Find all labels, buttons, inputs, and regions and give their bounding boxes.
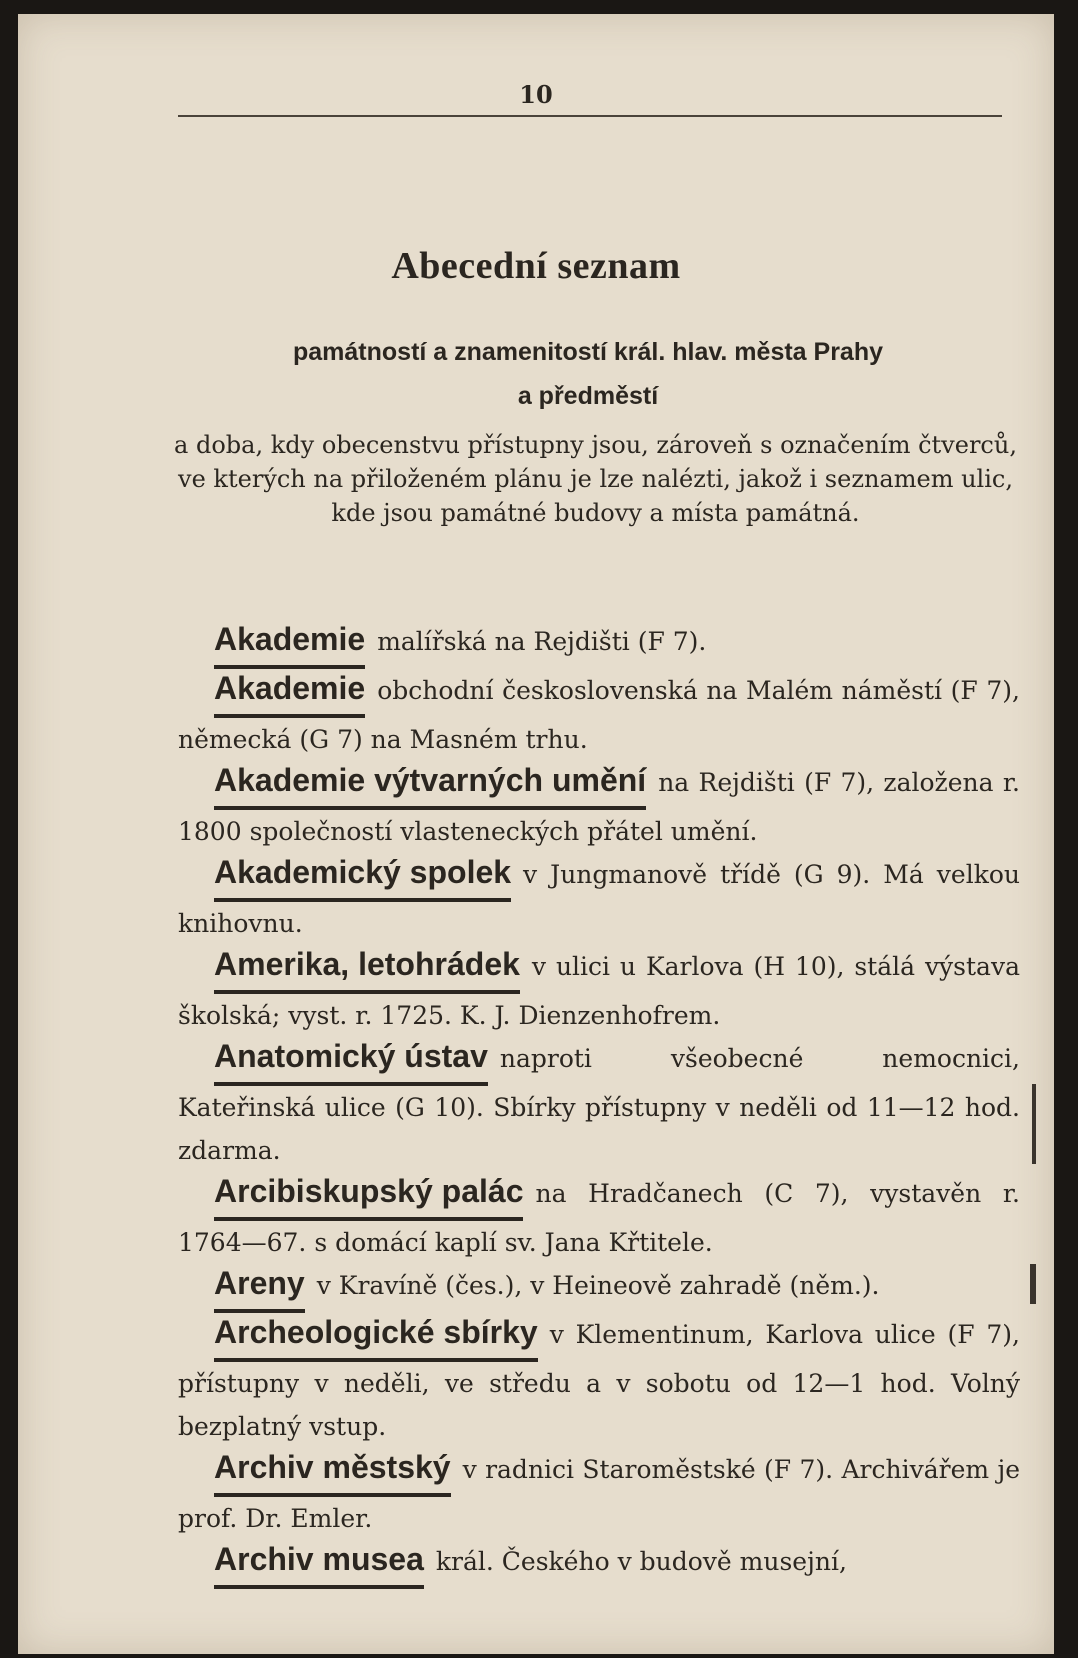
entry-description: v Jungmanově třídě (G 9). Má velkou knihovnu.	[178, 860, 1020, 938]
list-item	[178, 761, 1020, 853]
entry-term: Archeologické sbírky	[214, 1316, 538, 1362]
entry-description: naproti všeobecné nemocnici, Kateřinská ulice (G 10). Sbírky přístupny v neděli od 11—12 hod. zdarma.	[178, 1044, 1020, 1165]
subtitle-line-1: památností a znamenitostí král. hlav. města Prahy	[292, 338, 883, 366]
entry-description: obchodní československá na Malém náměstí (F 7), německá (G 7) na Masném trhu.	[178, 676, 1020, 754]
entry-description: v Klementinum, Karlova ulice (F 7), přístupny v neděli, ve středu a v sobotu od 12—1 hod. Volný bezplatný vstup.	[178, 1320, 1020, 1441]
entry-term: Akademie výtvarných umění	[214, 764, 646, 810]
list-item	[178, 1264, 1020, 1313]
entry-description: na Hradčanech (C 7), vystavěn r. 1764—67. s domácí kaplí sv. Jana Křtitele.	[178, 1179, 1020, 1257]
list-item	[178, 1313, 1020, 1448]
list-item	[178, 1448, 1020, 1540]
entry-term: Akademie	[214, 672, 365, 718]
list-item	[178, 945, 1020, 1037]
page-number: 10	[519, 80, 553, 109]
subtitle-line-2: a předměstí	[517, 382, 659, 410]
entry-term: Akademický spolek	[214, 856, 511, 902]
list-item	[178, 1037, 1020, 1172]
entry-description: v Kravíně (čes.), v Heineově zahradě (něm.).	[316, 1271, 880, 1300]
margin-mark	[1030, 1264, 1036, 1304]
list-item	[178, 669, 1020, 761]
entry-term: Areny	[214, 1267, 305, 1313]
list-item	[178, 853, 1020, 945]
entry-description: v ulici u Karlova (H 10), stálá výstava školská; vyst. r. 1725. K. J. Dienzenhofrem.	[178, 952, 1020, 1030]
list-item	[178, 620, 1020, 669]
list-item	[178, 1540, 1020, 1589]
entry-term: Archiv musea	[214, 1543, 424, 1589]
entry-term: Amerika, letohrádek	[214, 948, 520, 994]
entry-term: Arcibiskupský palác	[214, 1175, 523, 1221]
header-rule	[178, 115, 1002, 117]
entry-description: v radnici Staroměstské (F 7). Archivářem je prof. Dr. Emler.	[178, 1455, 1020, 1533]
entry-term: Archiv městský	[214, 1451, 451, 1497]
list-item	[178, 1172, 1020, 1264]
subtitle	[168, 330, 1008, 418]
entry-description: na Rejdišti (F 7), založena r. 1800 společností vlasteneckých přátel umění.	[178, 768, 1020, 846]
entry-list	[178, 620, 1020, 1589]
page-title: Abecední seznam	[391, 245, 681, 287]
entry-term: Akademie	[214, 623, 365, 669]
intro-paragraph: a doba, kdy obecenstvu přístupny jsou, zároveň s označením čtverců, ve kterých na přiloženém plánu je lze nalézti, jakož i seznamem ulic, kde jsou památné budovy a místa památná.	[174, 431, 1017, 527]
margin-mark	[1032, 1084, 1036, 1164]
entry-term: Anatomický ústav	[214, 1040, 488, 1086]
entry-description: malířská na Rejdišti (F 7).	[377, 627, 707, 656]
entry-description: král. Českého v budově musejní,	[435, 1547, 847, 1576]
book-page	[18, 14, 1054, 1654]
